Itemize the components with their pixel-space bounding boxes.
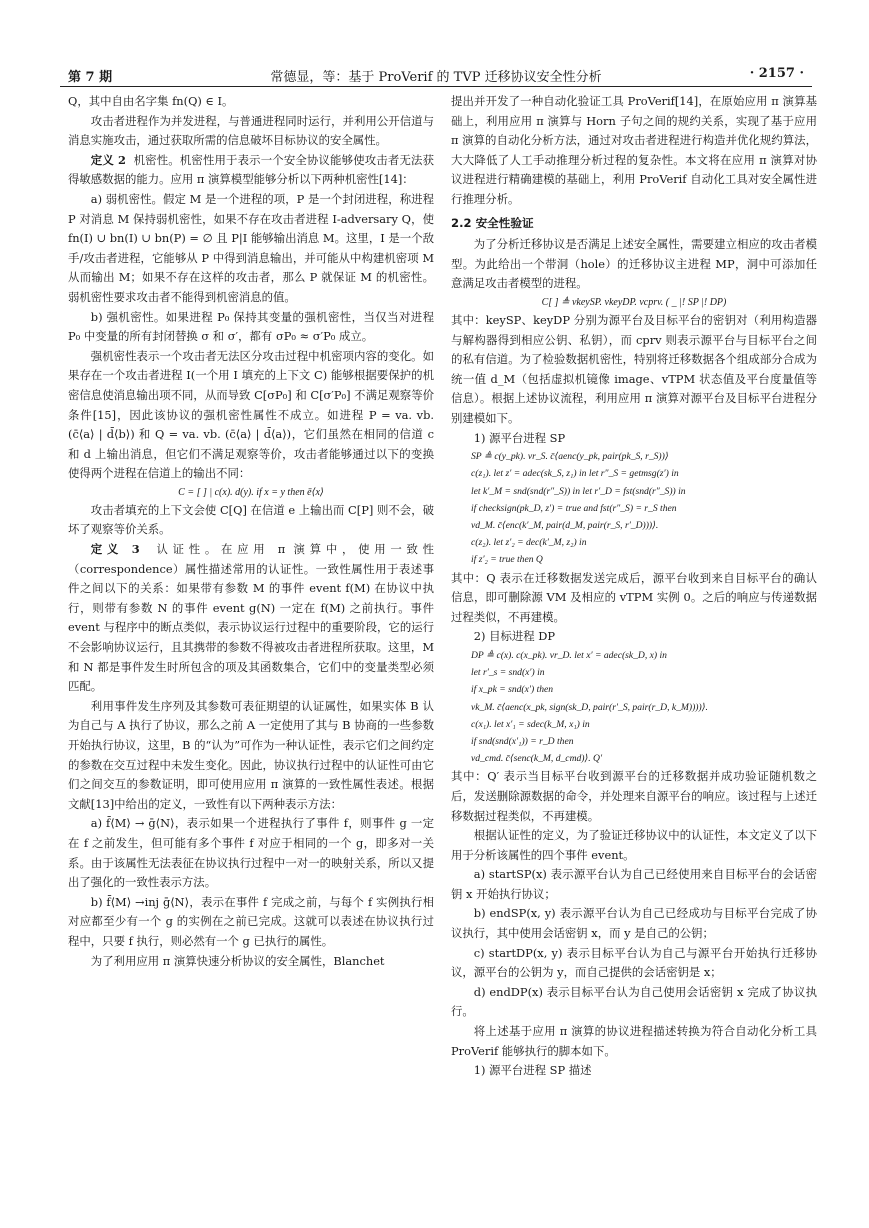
correspondence-a: a) f̄⟨M⟩ → ḡ⟨N⟩，表示如果一个进程执行了事件 f，则事件 g 一定在 f 之前发生，但可能有多个事件 f 对应于相同的一个 g，即多对一关系。由于该属性无法表征在协议执行过程中一对一的映射关系，所以又提出了强化的一致性表示方法。	[68, 816, 434, 890]
event-start-dp: c) startDP(x, y) 表示目标平台认为自己与源平台开始执行迁移协议，源平台的公钥为 y，而自己提供的会话密钥是 x；	[451, 945, 817, 980]
definition-label: 定义 2	[90, 152, 126, 167]
paragraph: 提出并开发了一种自动化验证工具 ProVerif[14]，在原始应用 π 演算基础上，利用应用 π 演算与 Horn 子句之间的规约关系，实现了基于应用 π 演算的自动化分析方法，通过对攻击者进程进行构造并优化规约算法，大大降低了人工手动推理分析过程的复杂性。本文将在应用 π 演算对协议进程进行精确建模的基础上，利用 ProVerif 自动化工具对安全属性进行推理分析。	[451, 94, 817, 206]
code-line: if checksign(pk_D, z′) = true and fst(r″_S) = r_S then	[471, 502, 677, 514]
strong-secrecy: b) 强机密性。如果进程 P₀ 保持其变量的强机密性，当仅当对进程 P₀ 中变量的所有封闭替换 σ 和 σ′，都有 σP₀ ≈ σ′P₀ 成立。	[68, 309, 434, 344]
dp-process-code	[451, 647, 817, 767]
paragraph: Q，其中自由名字集 fn(Q) ∈ I。	[68, 94, 234, 108]
definition-text: 认证性。在应用 π 演算中，使用一致性（correspondence）属性描述常用的认证性。一致性属性用于表述事件之间以下的关系：如果带有参数 M 的事件 event f(M) 在协议中执行，则带有参数 N 的事件 event g(N) 一定在 f(M) 之前执行。事件 event 与程序中的断点类似，表示协议运行过程中的重要阶段，它的运行不会影响协议运行，且其携带的参数不得被攻击者进程所获取。这里，M 和 N 都是事件发生时所包含的项及其函数集合，它们中的变量类型必须匹配。	[68, 542, 434, 694]
weak-secrecy: a) 弱机密性。假定 M 是一个进程的项，P 是一个封闭进程，称进程 P 对消息 M 保持弱机密性，如果不存在攻击者进程 I-adversary Q，使 fn(I) ∪ bn(I) ∪ bn(P) = ∅ 且 P|I 能够输出消息 M。这里，I 是一个敌手/攻击者进程，它能够从 P 中得到消息输出，并可能从中构建机密项 M 从而输出 M；如果不存在这样的攻击者，那么 P 就保证 M 的机密性。弱机密性要求攻击者不能得到机密消息的值。	[68, 191, 434, 304]
code-line: vd_M. c̄⟨enc(k′_M, pair(d_M, pair(r_S, r′_D)))⟩.	[471, 519, 659, 531]
code-line: vd_cmd. c̄⟨senc(k_M, d_cmd)⟩. Q′	[471, 753, 603, 765]
paragraph: 强机密性表示一个攻击者无法区分攻击过程中机密项内容的变化。如果存在一个攻击者进程 I(一个用 I 填充的上下文 C) 能够根据要保护的机密信息使消息输出项不同，从而导致 C[σP₀] 和 C[σ′P₀] 不满足观察等价条件[15]，因此该协议的强机密性属性不成立。如进程 P = va. vb. (c̄⟨a⟩ | d̄⟨b⟩) 和 Q = va. vb. (c̄⟨a⟩ | d̄⟨a⟩)，它们虽然在相同的信道 c 和 d 上输出消息，但它们不满足观察等价，攻击者能够通过以下的变换使得两个进程在信道上的输出不同：	[68, 348, 434, 481]
definition-3	[68, 540, 434, 697]
left-column	[68, 92, 434, 1202]
context-formula: C = [ ] | c(x). d(y). if x = y then ē⟨x⟩	[178, 486, 324, 498]
paragraph: 利用事件发生序列及其参数可表征期望的认证属性，如果实体 B 认为自己与 A 执行了协议，那么之前 A 一定使用了其与 B 协商的一些参数开始执行协议，这里，B 的“认为”可作为一种认证性，表示它们之间约定的参数在交互过程中未发生变化。因此，协议执行过程中的认证性可由它们之间交互的参数证明，即可使用应用 π 演算的一致性属性表述。根据文献[13]中给出的定义，一致性有以下两种表示方法：	[68, 698, 434, 811]
page-number: · 2157 ·	[749, 66, 804, 81]
header-rule	[60, 86, 812, 87]
paragraph: 为了分析迁移协议是否满足上述安全属性，需要建立相应的攻击者模型。为此给出一个带洞（hole）的迁移协议主进程 MP，洞中可添加任意满足攻击者模型的进程。	[451, 237, 817, 291]
section-heading: 2.2 安全性验证	[451, 215, 534, 230]
definition-label: 定义 3	[90, 542, 140, 557]
code-line: c(z₁). let z′ = adec(sk_S, z₁) in let r″_S = getmsg(z′) in	[471, 468, 679, 480]
code-line: let r′_s = snd(x′) in	[471, 667, 545, 679]
paragraph: 其中：Q′ 表示当目标平台收到源平台的迁移数据并成功验证随机数之后，发送删除源数据的命令，并处理来自源平台的响应。该过程与上述迁移数据过程类似，不再建模。	[451, 769, 817, 823]
code-line: let k′_M = snd(snd(r″_S)) in let r′_D = fst(snd(r″_S)) in	[471, 485, 686, 497]
sp-process-code	[451, 448, 817, 568]
definition-text: 机密性。机密性用于表示一个安全协议能够使攻击者无法获得敏感数据的能力。应用 π 演算模型能够分析以下两种机密性[14]：	[68, 152, 434, 187]
correspondence-b: b) f̄⟨M⟩ →inj ḡ⟨N⟩，表示在事件 f 完成之前，与每个 f 实例执行相对应都至少有一个 g 的实例在之前已完成。这就可以表述在协议执行过程中，只要 f 执行，则必然有一个 g 已执行的属性。	[68, 894, 434, 948]
paragraph: 将上述基于应用 π 演算的协议进程描述转换为符合自动化分析工具 ProVerif 能够执行的脚本如下。	[451, 1024, 817, 1058]
definition-2	[68, 151, 434, 190]
event-start-sp: a) startSP(x) 表示源平台认为自己已经使用来自目标平台的会话密钥 x 开始执行协议；	[451, 867, 817, 901]
paragraph: 攻击者填充的上下文会使 C[Q] 在信道 e 上输出而 C[P] 则不会，破坏了观察等价关系。	[68, 502, 434, 537]
code-line: if z′₂ = true then Q	[471, 554, 543, 566]
code-line: c(x₁). let x′₁ = sdec(k_M, x₁) in	[471, 718, 590, 730]
paragraph: 攻击者进程作为并发进程，与普通进程同时运行，并利用公开信道与消息实施攻击，通过获取所需的信息破坏目标协议的安全属性。	[68, 113, 434, 148]
event-end-dp: d) endDP(x) 表示目标平台认为自己使用会话密钥 x 完成了协议执行。	[451, 984, 817, 1019]
sp-heading: 1) 源平台进程 SP	[473, 430, 566, 445]
main-process-formula: C[ ] ≜ vkeySP. vkeyDP. vcprv. ( _ |! SP |! DP)	[541, 296, 727, 308]
issue-number: 第 7 期	[68, 70, 113, 85]
code-line: DP ≜ c(x). c(x_pk). vr_D. let x′ = adec(sk_D, x) in	[471, 649, 667, 661]
paragraph: 为了利用应用 π 演算快速分析协议的安全属性，Blanchet	[90, 953, 385, 968]
code-line: if snd(snd(x′₁)) = r_D then	[471, 735, 574, 747]
event-end-sp: b) endSP(x, y) 表示源平台认为自己已经成功与目标平台完成了协议执行，其中使用会话密钥 x，而 y 是自己的公钥；	[451, 906, 817, 941]
script-heading: 1) 源平台进程 SP 描述	[473, 1063, 592, 1078]
paragraph: 其中：Q 表示在迁移数据发送完成后，源平台收到来自目标平台的确认信息，即可删除源 VM 及相应的 vTPM 实例 0。之后的响应与传递数据过程类似，不再建模。	[451, 570, 817, 624]
right-column	[451, 92, 817, 1202]
code-line: c(z₂). let z′₂ = dec(k′_M, z₂) in	[471, 537, 587, 549]
paragraph: 根据认证性的定义，为了验证迁移协议中的认证性，本文定义了以下用于分析该属性的四个事件 event。	[451, 828, 817, 862]
paragraph: 其中：keySP、keyDP 分别为源平台及目标平台的密钥对（利用构造器与解构器得到相应公钥、私钥），而 cprv 则表示源平台与目标平台之间的私有信道。为了检验数据机密性，特别将迁移数据各个组成部分合成为统一值 d_M（包括虚拟机镜像 image、vTPM 状态值及平台度量值等信息）。根据上述协议流程，利用应用 π 演算对源平台及目标平台进程分别建模如下。	[451, 312, 817, 425]
running-header	[60, 62, 812, 84]
code-line: SP ≜ c(y_pk). vr_S. c̄⟨aenc(y_pk, pair(pk_S, r_S))⟩	[471, 451, 669, 463]
dp-heading: 2) 目标进程 DP	[473, 629, 556, 644]
code-line: vk_M. c̄⟨aenc(x_pk, sign(sk_D, pair(r′_S, pair(r_D, k_M))))⟩.	[471, 701, 708, 713]
running-title: 常德显，等：基于 ProVerif 的 TVP 迁移协议安全性分析	[270, 70, 602, 85]
code-line: if x_pk = snd(x′) then	[471, 684, 554, 696]
